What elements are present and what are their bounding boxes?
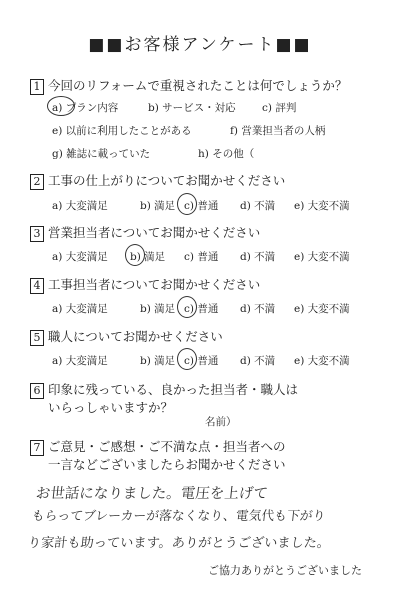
question-6	[30, 380, 298, 399]
option-g[interactable]: g) 雑誌に載っていた	[52, 148, 151, 160]
option-a[interactable]: a) 大変満足	[52, 251, 108, 263]
option-b[interactable]: b) 満足	[140, 303, 176, 315]
handwritten-comment-line-2: もらってブレーカーが落なくなり、電気代も下がり	[31, 509, 327, 524]
question-6-line-2: いらっしゃいますか？	[48, 400, 174, 415]
question-text: 工事担当者についてお聞かせください	[48, 277, 261, 292]
option-h[interactable]: h) その他（	[198, 148, 255, 160]
handwritten-comment-line-1: お世話になりました。電圧を上げて	[35, 486, 269, 502]
option-e[interactable]: e) 大変不満	[294, 251, 350, 263]
option-c[interactable]: c) 普通	[184, 303, 219, 315]
option-f[interactable]: f) 営業担当者の人柄	[230, 125, 326, 137]
question-1	[30, 76, 347, 95]
thank-you-footer: ご協力ありがとうございました	[208, 564, 362, 577]
question-number: 5	[30, 330, 44, 346]
question-number: 1	[30, 79, 44, 95]
question-7-line-2: 一言などございましたらお聞かせください	[48, 457, 286, 472]
option-b[interactable]: b) サービス・対応	[148, 102, 236, 114]
option-b[interactable]: b) 満足	[130, 251, 166, 263]
question-number: 3	[30, 226, 44, 242]
option-a[interactable]: a) 大変満足	[52, 303, 108, 315]
option-e[interactable]: e) 大変不満	[294, 355, 350, 367]
option-e[interactable]: e) 大変不満	[294, 303, 350, 315]
question-number: 2	[30, 174, 44, 190]
option-c[interactable]: c) 普通	[184, 200, 219, 212]
option-e[interactable]: e) 以前に利用したことがある	[52, 125, 192, 137]
question-number: 6	[30, 383, 44, 399]
option-d[interactable]: d) 不満	[240, 355, 276, 367]
question-text: 印象に残っている、良かった担当者・職人は	[48, 382, 299, 397]
question-text: 今回のリフォームで重視されたことは何でしょうか？	[48, 78, 348, 93]
question-text: 営業担当者についてお聞かせください	[48, 225, 261, 240]
option-b[interactable]: b) 満足	[140, 200, 176, 212]
option-d[interactable]: d) 不満	[240, 303, 276, 315]
option-d[interactable]: d) 不満	[240, 200, 276, 212]
question-text: ご意見・ご感想・ご不満な点・担当者への	[48, 439, 286, 454]
question-2	[30, 171, 285, 190]
option-c[interactable]: c) 評判	[262, 102, 297, 114]
option-a[interactable]: a) プラン内容	[52, 102, 119, 114]
name-label: 名前）	[205, 416, 237, 428]
question-5	[30, 327, 223, 346]
question-3	[30, 223, 260, 242]
question-text: 職人についてお聞かせください	[48, 329, 223, 344]
option-c[interactable]: c) 普通	[184, 251, 219, 263]
question-number: 4	[30, 278, 44, 294]
handwritten-comment-line-3: り家計も助っています。ありがとうございました。	[27, 536, 331, 551]
option-e[interactable]: e) 大変不満	[294, 200, 350, 212]
question-text: 工事の仕上がりについてお聞かせください	[48, 173, 286, 188]
option-a[interactable]: a) 大変満足	[52, 355, 108, 367]
question-number: 7	[30, 440, 44, 456]
question-7	[30, 437, 286, 456]
question-4	[30, 275, 260, 294]
option-d[interactable]: d) 不満	[240, 251, 276, 263]
option-a[interactable]: a) 大変満足	[52, 200, 108, 212]
option-b[interactable]: b) 満足	[140, 355, 176, 367]
survey-title: ■■お客様アンケート■■	[88, 35, 312, 55]
option-c[interactable]: c) 普通	[184, 355, 219, 367]
